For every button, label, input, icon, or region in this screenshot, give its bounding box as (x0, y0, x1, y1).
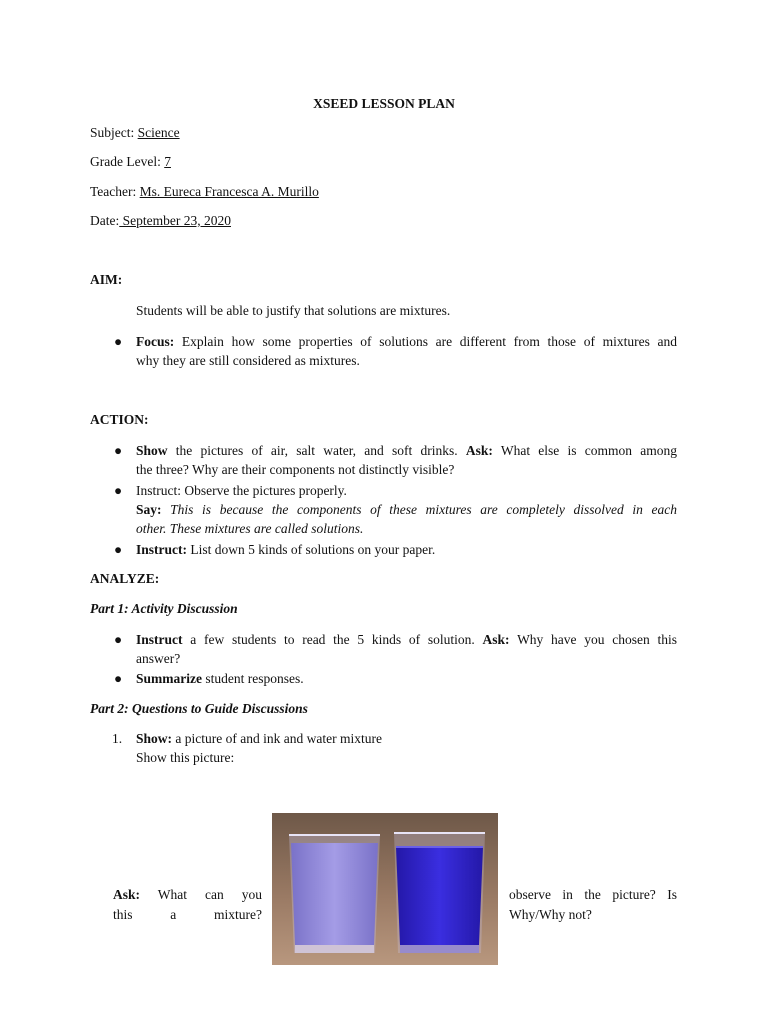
show-line-1 (136, 441, 677, 460)
ask-right-line-1: observe in the picture? Is (509, 887, 677, 902)
p1-instruct-label: Instruct (136, 632, 183, 647)
ink-water-photo (272, 813, 498, 965)
p1-ask-label: Ask: (482, 632, 510, 647)
question-number: 1. (112, 731, 123, 746)
say-label: Say: (136, 502, 162, 517)
show-text: the pictures of air, salt water, and soft drinks. (175, 443, 458, 458)
bullet-icon: ● (114, 483, 123, 498)
instruct-observe: Instruct: Observe the pictures properly. (136, 483, 347, 498)
document-title: XSEED LESSON PLAN (313, 96, 455, 111)
ask-left-line-2: this a mixture? (113, 907, 262, 922)
part1-instruct-line-1 (136, 630, 677, 649)
grade-label: Grade Level: (90, 154, 161, 169)
part2-title: Part 2: Questions to Guide Discussions (90, 701, 308, 716)
p1-ask-text: Why have you chosen this (517, 632, 678, 647)
focus-text: Explain how some properties of solutions are different from those of mixtures and (181, 334, 678, 349)
ask-right-line-2: Why/Why not? (509, 907, 592, 922)
summarize-text: student responses. (205, 671, 304, 686)
q1-show-text: a picture of and ink and water mixture (175, 731, 382, 746)
teacher-label: Teacher: (90, 184, 137, 199)
bullet-icon: ● (114, 542, 123, 557)
q1-show-picture-line: Show this picture: (136, 750, 235, 765)
teacher-value: Ms. Eureca Francesca A. Murillo (139, 184, 319, 199)
action-heading: ACTION: (90, 412, 149, 427)
p1-instruct-text: a few students to read the 5 kinds of solution. (190, 632, 475, 647)
q1-show-line (136, 729, 677, 748)
summarize-line (136, 669, 677, 688)
date-label: Date: (90, 213, 120, 228)
ask-label: Ask: (465, 443, 493, 458)
say-line-2: other. These mixtures are called solutions. (136, 521, 364, 536)
focus-label: Focus: (136, 334, 175, 349)
analyze-heading: ANALYZE: (90, 571, 160, 586)
glasses-illustration (272, 813, 498, 965)
ask-label: Ask: (113, 887, 141, 902)
subject-value: Science (137, 125, 180, 140)
focus-line-2: why they are still considered as mixtures. (136, 353, 360, 368)
aim-statement: Students will be able to justify that solutions are mixtures. (136, 303, 451, 318)
grade-value: 7 (164, 154, 171, 169)
subject-line (90, 123, 180, 142)
ask-left-line-1 (113, 885, 262, 904)
bullet-icon: ● (114, 443, 123, 458)
grade-line (90, 152, 171, 171)
show-label: Show (136, 443, 168, 458)
part1-title: Part 1: Activity Discussion (90, 601, 238, 616)
instruct-text: List down 5 kinds of solutions on your paper. (190, 542, 436, 557)
instruct-list (136, 540, 677, 559)
focus-line-1 (136, 332, 677, 351)
teacher-line (90, 182, 319, 201)
ask-text: What else is common among (500, 443, 677, 458)
ask-left-text: What can you (157, 887, 262, 902)
say-line-1 (136, 500, 677, 519)
date-line (90, 211, 231, 230)
q1-show-label: Show: (136, 731, 173, 746)
bullet-icon: ● (114, 334, 123, 349)
show-line-2: the three? Why are their components not distinctly visible? (136, 462, 455, 477)
bullet-icon: ● (114, 671, 123, 686)
subject-label: Subject: (90, 125, 135, 140)
instruct-label: Instruct: (136, 542, 187, 557)
part1-instruct-line-2: answer? (136, 651, 181, 666)
summarize-label: Summarize (136, 671, 202, 686)
say-text: This is because the components of these mixtures are completely dissolved in each (170, 502, 677, 517)
date-value: September 23, 2020 (119, 213, 231, 228)
bullet-icon: ● (114, 632, 123, 647)
aim-heading: AIM: (90, 272, 123, 287)
